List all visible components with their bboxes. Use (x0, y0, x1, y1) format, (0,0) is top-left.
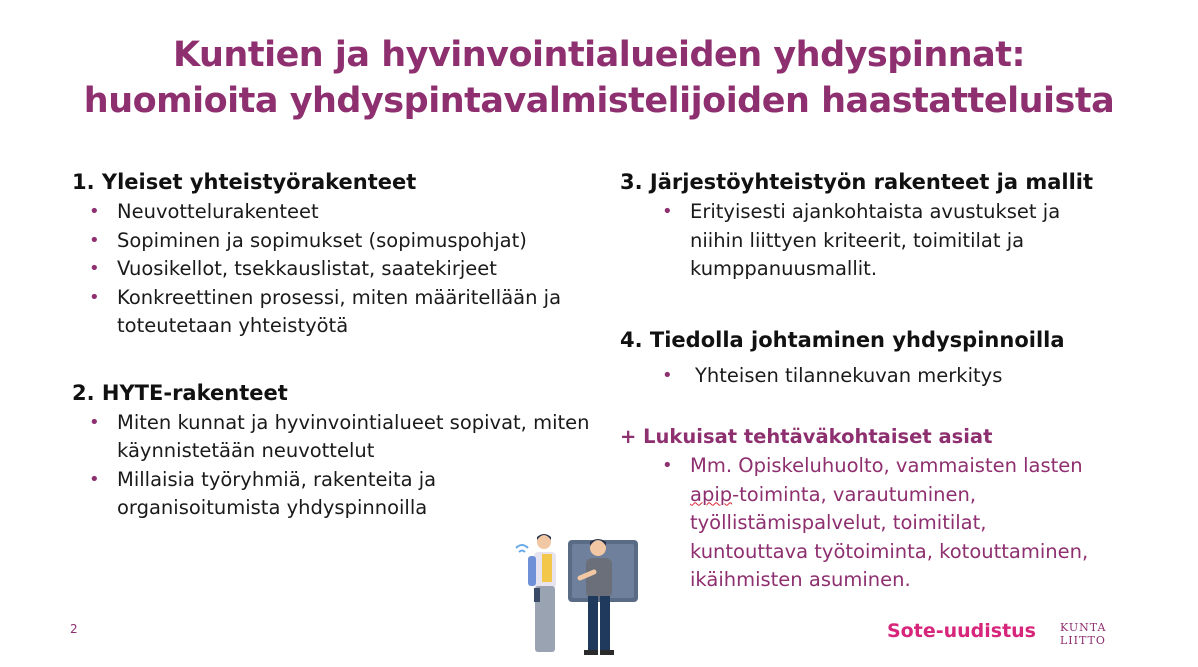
section-list-1 (72, 198, 592, 341)
right-column (620, 166, 1140, 595)
list-item: • Vuosikellot, tsekkauslistat, saatekirjeet (89, 257, 497, 280)
section-heading-1: 1. Yleiset yhteistyörakenteet (72, 170, 417, 194)
spellcheck-word: apip (690, 482, 733, 506)
title-line-1: Kuntien ja hyvinvointialueiden yhdyspinnat: (173, 35, 1025, 75)
section-heading-4: 4. Tiedolla johtaminen yhdyspinnoilla (620, 327, 1065, 352)
section-list-4 (620, 362, 1140, 391)
svg-text:LIITTO: LIITTO (1060, 634, 1106, 646)
list-item: • Erityisesti ajankohtaista avustukset ja niihin liittyen kriteerit, toimitilat ja kumppanuusmallit. (662, 200, 1061, 280)
list-item: • Konkreettinen prosessi, miten määritellään ja toteutetaan yhteistyötä (89, 285, 562, 337)
extra-list (620, 452, 1140, 595)
slide-title (0, 32, 1198, 124)
page-number: 2 (70, 622, 78, 636)
svg-text:KUNTA: KUNTA (1060, 621, 1107, 634)
section-list-3 (620, 198, 1140, 284)
list-item: • Mm. Opiskeluhuolto, vammaisten lasten apip-toiminta, varautuminen, työllistämispalvelut, toimitilat, kuntouttava työtoiminta, kotouttaminen, ikäihmisten asuminen. (662, 454, 1089, 591)
section-heading-3: 3. Järjestöyhteistyön rakenteet ja mallit (620, 170, 1094, 194)
list-item: • Sopiminen ja sopimukset (sopimuspohjat) (89, 228, 527, 252)
kuntaliitto-logo (1058, 620, 1128, 646)
left-column (72, 166, 592, 523)
extra-heading: + Lukuisat tehtäväkohtaiset asiat (620, 425, 993, 448)
list-item: • Yhteisen tilannekuvan merkitys (662, 363, 1003, 387)
people-talking-illustration (508, 528, 648, 658)
list-item: • Miten kunnat ja hyvinvointialueet sopivat, miten käynnistetään neuvottelut (89, 410, 590, 462)
section-heading-2: 2. HYTE-rakenteet (72, 380, 288, 405)
list-item: • Millaisia työryhmiä, rakenteita ja organisoitumista yhdyspinnoilla (89, 467, 437, 519)
brand-label: Sote-uudistus (887, 620, 1036, 642)
section-list-2 (72, 409, 592, 523)
title-line-2: huomioita yhdyspintavalmistelijoiden haastatteluista (83, 81, 1115, 121)
list-item: • Neuvottelurakenteet (89, 200, 319, 223)
